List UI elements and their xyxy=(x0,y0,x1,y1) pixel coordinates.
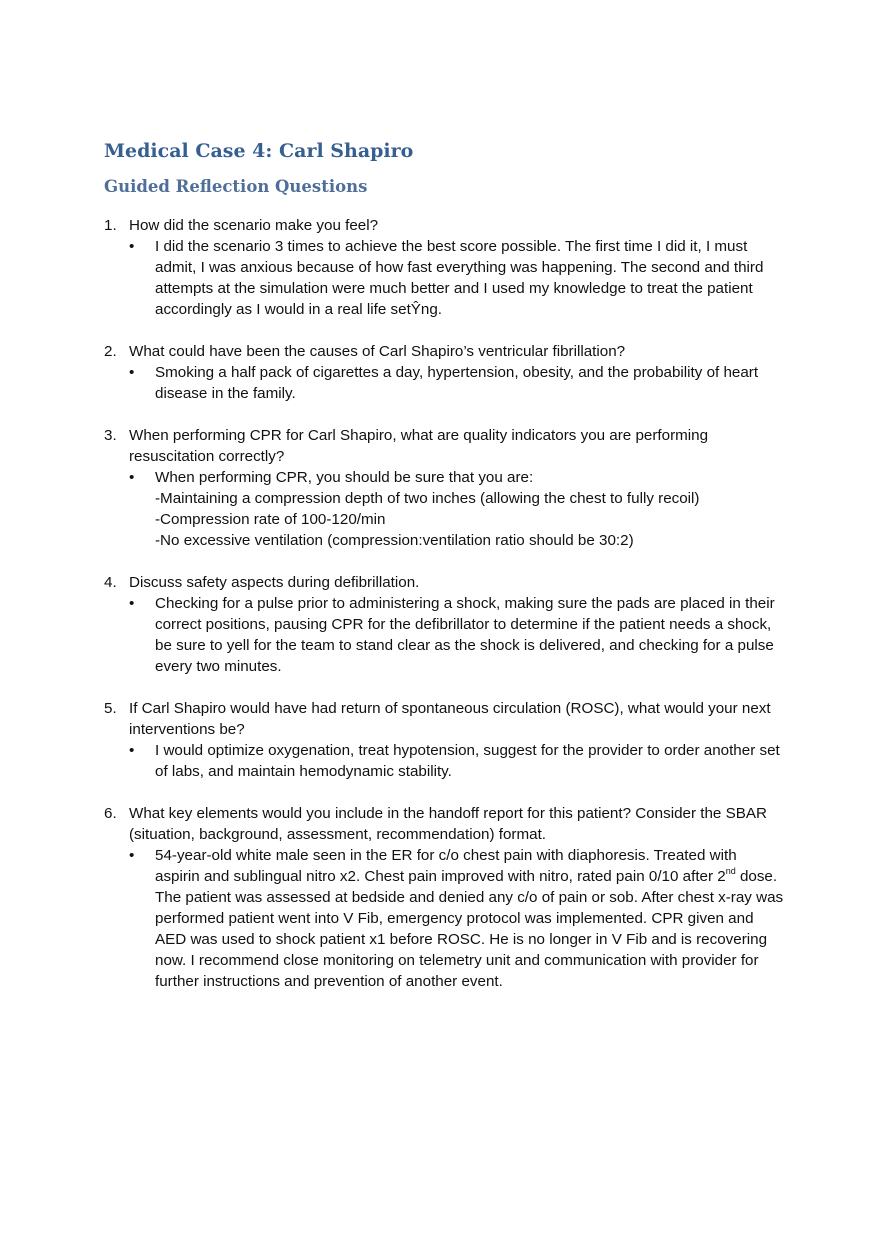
answer-item xyxy=(129,593,784,677)
bullet-icon: • xyxy=(129,742,135,759)
ordinal-superscript: nd xyxy=(725,866,736,876)
question-text: How did the scenario make you feel? xyxy=(129,217,379,234)
question-text: When performing CPR for Carl Shapiro, what are quality indicators you are performing resuscitation correctly? xyxy=(129,427,709,465)
answer-list xyxy=(129,740,784,782)
answer-list xyxy=(129,236,784,320)
question-item-6 xyxy=(104,803,784,992)
answer-list xyxy=(129,362,784,404)
question-number: 6. xyxy=(104,805,117,822)
answer-item xyxy=(129,236,784,320)
answer-item xyxy=(129,740,784,782)
question-item-2 xyxy=(104,341,784,404)
answer-item xyxy=(129,467,784,551)
answer-list xyxy=(129,593,784,677)
question-item-4 xyxy=(104,572,784,677)
question-number: 5. xyxy=(104,700,117,717)
question-text: What could have been the causes of Carl Shapiro’s ventricular fibrillation? xyxy=(129,343,626,360)
answer-text-part2: dose. The patient was assessed at bedside and denied any c/o of pain or sob. After chest x-ray was performed patient went into V Fib, emergency protocol was implemented. CPR given and AED was used to shock patient x1 before ROSC. He is no longer in V Fib and is recovering now. I recommend close monitoring on telemetry unit and communication with provider for further instructions and prevention of another event. xyxy=(155,868,784,990)
answer-line: When performing CPR, you should be sure that you are: xyxy=(155,469,534,486)
answer-text: I did the scenario 3 times to achieve the best score possible. The first time I did it, I must admit, I was anxious because of how fast everything was happening. The second and third attempts at the simulation were much better and I used my knowledge to treat the patient accordingly as I would in a real life setŶng. xyxy=(155,238,764,318)
question-text: If Carl Shapiro would have had return of spontaneous circulation (ROSC), what would your next interventions be? xyxy=(129,700,771,738)
answer-line: -No excessive ventilation (compression:ventilation ratio should be 30:2) xyxy=(155,532,634,549)
bullet-icon: • xyxy=(129,238,135,255)
answer-line: -Compression rate of 100-120/min xyxy=(155,511,386,528)
answer-list xyxy=(129,467,784,551)
bullet-icon: • xyxy=(129,364,135,381)
page-subtitle: Guided Reflection Questions xyxy=(104,177,368,196)
question-number: 1. xyxy=(104,217,117,234)
answer-item xyxy=(129,362,784,404)
page-title: Medical Case 4: Carl Shapiro xyxy=(104,140,414,162)
question-item-1 xyxy=(104,215,784,320)
question-list xyxy=(104,215,784,992)
answer-item xyxy=(129,845,784,992)
answer-text: Checking for a pulse prior to administering a shock, making sure the pads are placed in their correct positions, pausing CPR for the defibrillator to determine if the patient needs a shock, be sure to yell for the team to stand clear as the shock is delivered, and checking for a pulse every two minutes. xyxy=(155,595,775,675)
answer-list xyxy=(129,845,784,992)
question-number: 4. xyxy=(104,574,117,591)
bullet-icon: • xyxy=(129,595,135,612)
question-text: Discuss safety aspects during defibrillation. xyxy=(129,574,420,591)
answer-text-part1: 54-year-old white male seen in the ER for c/o chest pain with diaphoresis. Treated with aspirin and sublingual nitro x2. Chest pain improved with nitro, rated pain 0/10 after 2 xyxy=(155,847,737,885)
question-item-3 xyxy=(104,425,784,551)
bullet-icon: • xyxy=(129,847,135,864)
question-text: What key elements would you include in the handoff report for this patient? Consider the SBAR (situation, background, assessment, recommendation) format. xyxy=(129,805,767,843)
document-page xyxy=(104,138,784,1013)
question-number: 3. xyxy=(104,427,117,444)
answer-text: Smoking a half pack of cigarettes a day, hypertension, obesity, and the probability of heart disease in the family. xyxy=(155,364,759,402)
question-number: 2. xyxy=(104,343,117,360)
answer-text: I would optimize oxygenation, treat hypotension, suggest for the provider to order another set of labs, and maintain hemodynamic stability. xyxy=(155,742,780,780)
bullet-icon: • xyxy=(129,469,135,486)
question-item-5 xyxy=(104,698,784,782)
answer-line: -Maintaining a compression depth of two inches (allowing the chest to fully recoil) xyxy=(155,490,700,507)
